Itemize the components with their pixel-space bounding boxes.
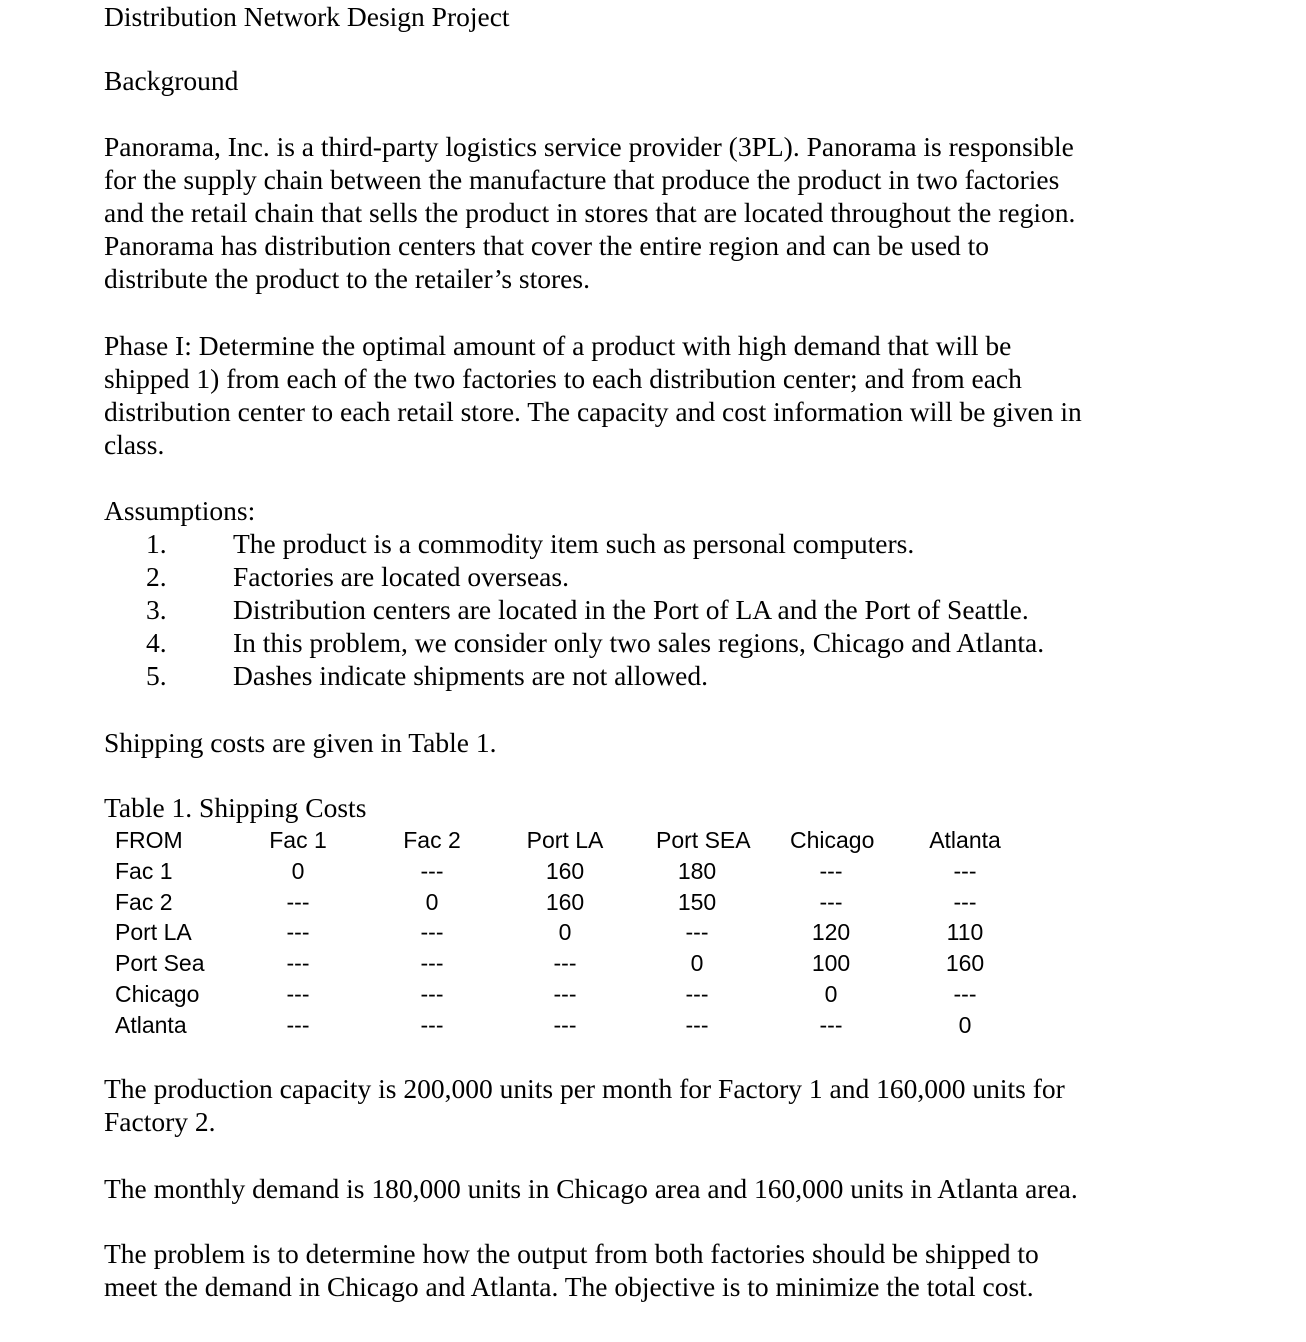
- table-cell: ---: [553, 950, 577, 977]
- paragraph-line: Factory 2.: [104, 1106, 216, 1137]
- table-cell: ---: [819, 1011, 843, 1038]
- table-cell: 0: [425, 888, 439, 915]
- table-cell: 0: [958, 1011, 972, 1038]
- table-cell: ---: [420, 919, 444, 946]
- background-paragraph: [104, 130, 1075, 295]
- paragraph-line: Phase I: Determine the optimal amount of a product with high demand that will be: [104, 330, 1012, 361]
- table-cell: ---: [420, 1011, 444, 1038]
- assumption-text: Factories are located overseas.: [233, 561, 569, 592]
- table-header-row: [104, 825, 1104, 856]
- paragraph-line: distribution center to each retail store. The capacity and cost information will be given in: [104, 396, 1082, 427]
- table-cell: ---: [819, 888, 843, 915]
- table-cell: 160: [545, 857, 585, 884]
- table-cell: ---: [286, 950, 310, 977]
- table-row: [104, 917, 1104, 948]
- assumption-text: Dashes indicate shipments are not allowed.: [233, 660, 709, 691]
- table-cell: ---: [953, 980, 977, 1007]
- table-cell: ---: [819, 857, 843, 884]
- table-row: [104, 887, 1104, 918]
- assumption-number: 3.: [146, 594, 167, 625]
- column-header: Atlanta: [929, 827, 1001, 853]
- table-cell: ---: [953, 888, 977, 915]
- table-cell: ---: [685, 1011, 709, 1038]
- table-cell: ---: [685, 919, 709, 946]
- assumption-text: In this problem, we consider only two sales regions, Chicago and Atlanta.: [233, 627, 1045, 658]
- table-cell: 180: [677, 857, 717, 884]
- row-label: Atlanta: [115, 1011, 187, 1038]
- table-cell: ---: [553, 1011, 577, 1038]
- table-cell: 160: [945, 950, 985, 977]
- table-cell: 100: [811, 950, 851, 977]
- assumption-text: The product is a commodity item such as personal computers.: [233, 528, 915, 559]
- table-cell: 0: [291, 857, 305, 884]
- paragraph-line: for the supply chain between the manufacture that produce the product in two factories: [104, 164, 1060, 195]
- shipping-cost-table: [104, 825, 1104, 1041]
- table-cell: ---: [953, 857, 977, 884]
- table-cell: ---: [420, 857, 444, 884]
- paragraph-line: The problem is to determine how the output from both factories should be shipped to: [104, 1238, 1039, 1269]
- phase-one-paragraph: [104, 329, 1082, 461]
- table-caption: Table 1. Shipping Costs: [104, 792, 367, 823]
- capacity-paragraph: [104, 1072, 1065, 1138]
- assumption-text: Distribution centers are located in the Port of LA and the Port of Seattle.: [233, 594, 1029, 625]
- row-label: Fac 1: [115, 857, 173, 884]
- table-cell: ---: [685, 980, 709, 1007]
- table-row: [104, 1010, 1104, 1041]
- table-row: [104, 856, 1104, 887]
- paragraph-line: The production capacity is 200,000 units per month for Factory 1 and 160,000 units for: [104, 1073, 1065, 1104]
- row-label: Chicago: [115, 980, 200, 1007]
- column-header: Port SEA: [656, 827, 751, 853]
- paragraph-line: distribute the product to the retailer’s stores.: [104, 263, 590, 294]
- table-cell: 0: [690, 950, 704, 977]
- row-label: Fac 2: [115, 888, 173, 915]
- problem-paragraph: [104, 1237, 1039, 1303]
- row-label: Port LA: [115, 919, 192, 946]
- column-header: Chicago: [790, 827, 875, 853]
- paragraph-line: meet the demand in Chicago and Atlanta. The objective is to minimize the total cost.: [104, 1271, 1034, 1302]
- table-cell: 0: [558, 919, 572, 946]
- table-cell: ---: [286, 980, 310, 1007]
- paragraph-line: class.: [104, 429, 165, 460]
- table-cell: 0: [824, 980, 838, 1007]
- assumptions-heading: Assumptions:: [104, 495, 256, 526]
- document-title: Distribution Network Design Project: [104, 1, 510, 32]
- column-header: Fac 2: [403, 827, 461, 853]
- table-cell: 120: [811, 919, 851, 946]
- table-cell: ---: [420, 980, 444, 1007]
- assumption-number: 1.: [146, 528, 167, 559]
- paragraph-line: shipped 1) from each of the two factories to each distribution center; and from each: [104, 363, 1022, 394]
- row-label: Port Sea: [115, 950, 205, 977]
- table-row: [104, 979, 1104, 1010]
- table-cell: ---: [420, 950, 444, 977]
- shipping-intro: Shipping costs are given in Table 1.: [104, 727, 497, 758]
- table-row: [104, 948, 1104, 979]
- table-cell: ---: [286, 1011, 310, 1038]
- table-cell: ---: [286, 888, 310, 915]
- table-cell: ---: [286, 919, 310, 946]
- table-cell: 110: [946, 919, 984, 946]
- paragraph-line: Panorama, Inc. is a third-party logistics service provider (3PL). Panorama is responsible: [104, 131, 1074, 162]
- demand-paragraph: The monthly demand is 180,000 units in Chicago area and 160,000 units in Atlanta area.: [104, 1173, 1078, 1204]
- column-header: FROM: [115, 827, 183, 853]
- assumption-number: 5.: [146, 660, 167, 691]
- paragraph-line: Panorama has distribution centers that cover the entire region and can be used to: [104, 230, 990, 261]
- background-heading: Background: [104, 65, 239, 96]
- assumption-number: 2.: [146, 561, 167, 592]
- table-cell: 150: [677, 888, 717, 915]
- table-cell: ---: [553, 980, 577, 1007]
- column-header: Fac 1: [269, 827, 327, 853]
- column-header: Port LA: [526, 827, 604, 853]
- table-cell: 160: [545, 888, 585, 915]
- assumption-number: 4.: [146, 627, 167, 658]
- paragraph-line: and the retail chain that sells the product in stores that are located throughout the region.: [104, 197, 1076, 228]
